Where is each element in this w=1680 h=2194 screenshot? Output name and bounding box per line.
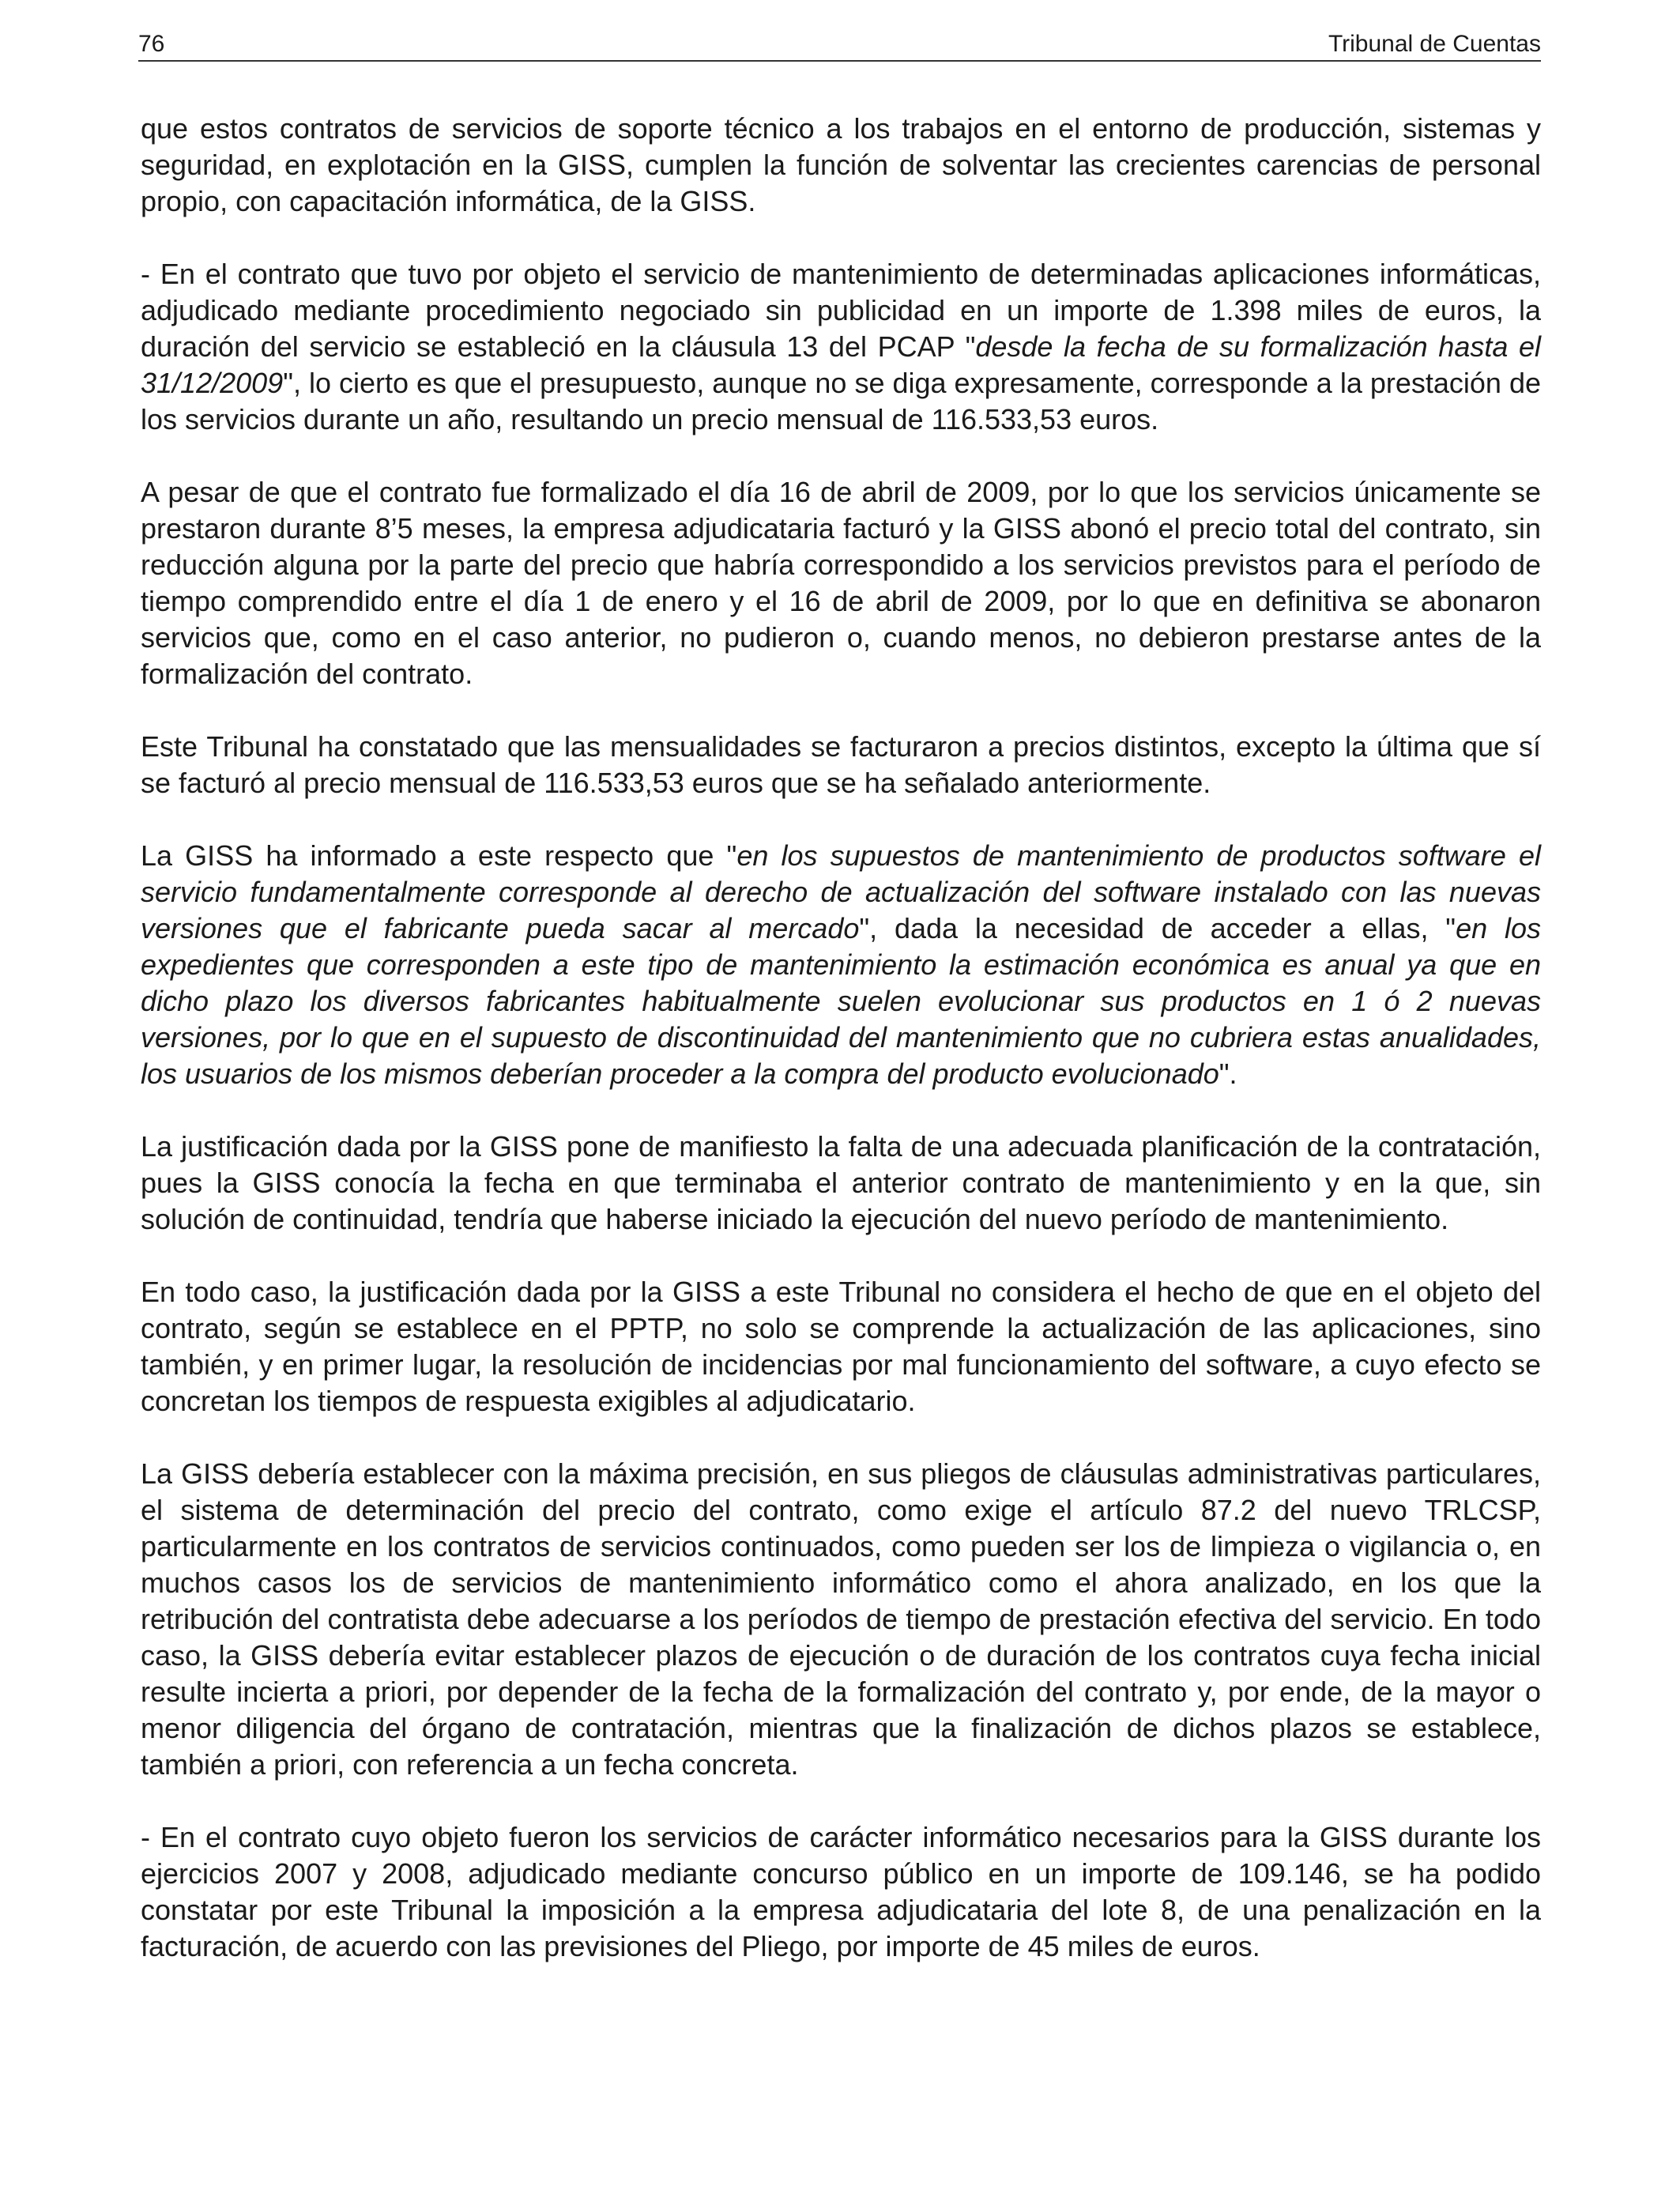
paragraph-9	[141, 1819, 1541, 1965]
paragraph-7-text: En todo caso, la justificación dada por la GISS a este Tribunal no considera el hecho de que en el objeto del contrato, según se establece en el PPTP, no solo se comprende la actualización de las aplicaciones, sino también, y en primer lugar, la resolución de incidencias por mal funcionamiento del software, a cuyo efecto se concretan los tiempos de respuesta exigibles al adjudicatario.	[141, 1276, 1541, 1417]
paragraph-6	[141, 1129, 1541, 1238]
paragraph-3	[141, 474, 1541, 692]
paragraph-2-text-b: ", lo cierto es que el presupuesto, aunque no se diga expresamente, corresponde a la prestación de los servicios durante un año, resultando un precio mensual de 116.533,53 euros.	[141, 367, 1541, 435]
page-number: 76	[138, 31, 165, 57]
paragraph-5-text-c: ".	[1219, 1057, 1237, 1090]
paragraph-5-text-b: ", dada la necesidad de acceder a ellas, "	[859, 912, 1456, 944]
paragraph-7	[141, 1274, 1541, 1419]
header-title: Tribunal de Cuentas	[1328, 31, 1541, 57]
paragraph-2-text-a: - En el contrato que tuvo por objeto el servicio de mantenimiento de determinadas aplicaciones informáticas, adjudicado mediante procedimiento negociado sin publicidad en un importe de 1.398 miles de euros, la duración del servicio se estableció en la cláusula 13 del PCAP "	[141, 258, 1541, 363]
paragraph-9-text: - En el contrato cuyo objeto fueron los servicios de carácter informático necesarios para la GISS durante los ejercicios 2007 y 2008, adjudicado mediante concurso público en un importe de 109.146, se ha podido constatar por este Tribunal la imposición a la empresa adjudicataria del lote 8, de una penalización en la facturación, de acuerdo con las previsiones del Pliego, por importe de 45 miles de euros.	[141, 1821, 1541, 1962]
paragraph-8	[141, 1456, 1541, 1783]
paragraph-5-text-a: La GISS ha informado a este respecto que "	[141, 839, 737, 872]
document-body	[141, 111, 1541, 1965]
page-header	[138, 28, 1541, 62]
paragraph-3-text: A pesar de que el contrato fue formalizado el día 16 de abril de 2009, por lo que los servicios únicamente se prestaron durante 8’5 meses, la empresa adjudicataria facturó y la GISS abonó el precio total del contrato, sin reducción alguna por la parte del precio que habría correspondido a los servicios previstos para el período de tiempo comprendido entre el día 1 de enero y el 16 de abril de 2009, por lo que en definitiva se abonaron servicios que, como en el caso anterior, no pudieron o, cuando menos, no debieron prestarse antes de la formalización del contrato.	[141, 476, 1541, 690]
paragraph-4	[141, 729, 1541, 801]
paragraph-2	[141, 256, 1541, 438]
paragraph-8-text: La GISS debería establecer con la máxima precisión, en sus pliegos de cláusulas administrativas particulares, el sistema de determinación del precio del contrato, como exige el artículo 87.2 del nuevo TRLCSP, particularmente en los contratos de servicios continuados, como pueden ser los de limpieza o vigilancia o, en muchos casos los de servicios de mantenimiento informático como el ahora analizado, en los que la retribución del contratista debe adecuarse a los períodos de tiempo de prestación efectiva del servicio. En todo caso, la GISS debería evitar establecer plazos de ejecución o de duración de los contratos cuya fecha inicial resulte incierta a priori, por depender de la fecha de la formalización del contrato y, por ende, de la mayor o menor diligencia del órgano de contratación, mientras que la finalización de dichos plazos se establece, también a priori, con referencia a un fecha concreta.	[141, 1457, 1541, 1781]
paragraph-5	[141, 838, 1541, 1092]
paragraph-6-text: La justificación dada por la GISS pone de manifiesto la falta de una adecuada planificación de la contratación, pues la GISS conocía la fecha en que terminaba el anterior contrato de mantenimiento y en la que, sin solución de continuidad, tendría que haberse iniciado la ejecución del nuevo período de mantenimiento.	[141, 1130, 1541, 1235]
paragraph-2-quote: desde la fecha de su formalización hasta el 31/12/2009	[141, 330, 1542, 399]
paragraph-5-quote-2: en los expedientes que corresponden a este tipo de mantenimiento la estimación económica es anual ya que en dicho plazo los diversos fabricantes habitualmente suelen evolucionar sus productos en 1 ó 2 nuevas versiones, por lo que en el supuesto de discontinuidad del mantenimiento que no cubriera estas anualidades, los usuarios de los mismos deberían proceder a la compra del producto evolucionado	[141, 912, 1541, 1090]
paragraph-5-quote-1: en los supuestos de mantenimiento de productos software el servicio fundamentalmente corresponde al derecho de actualización del software instalado con las nuevas versiones que el fabricante pueda sacar al mercado	[141, 839, 1541, 944]
paragraph-4-text: Este Tribunal ha constatado que las mensualidades se facturaron a precios distintos, excepto la última que sí se facturó al precio mensual de 116.533,53 euros que se ha señalado anteriormente.	[141, 730, 1541, 799]
paragraph-1	[141, 111, 1541, 220]
paragraph-1-text: que estos contratos de servicios de soporte técnico a los trabajos en el entorno de producción, sistemas y seguridad, en explotación en la GISS, cumplen la función de solventar las crecientes carencias de personal propio, con capacitación informática, de la GISS.	[141, 112, 1541, 217]
